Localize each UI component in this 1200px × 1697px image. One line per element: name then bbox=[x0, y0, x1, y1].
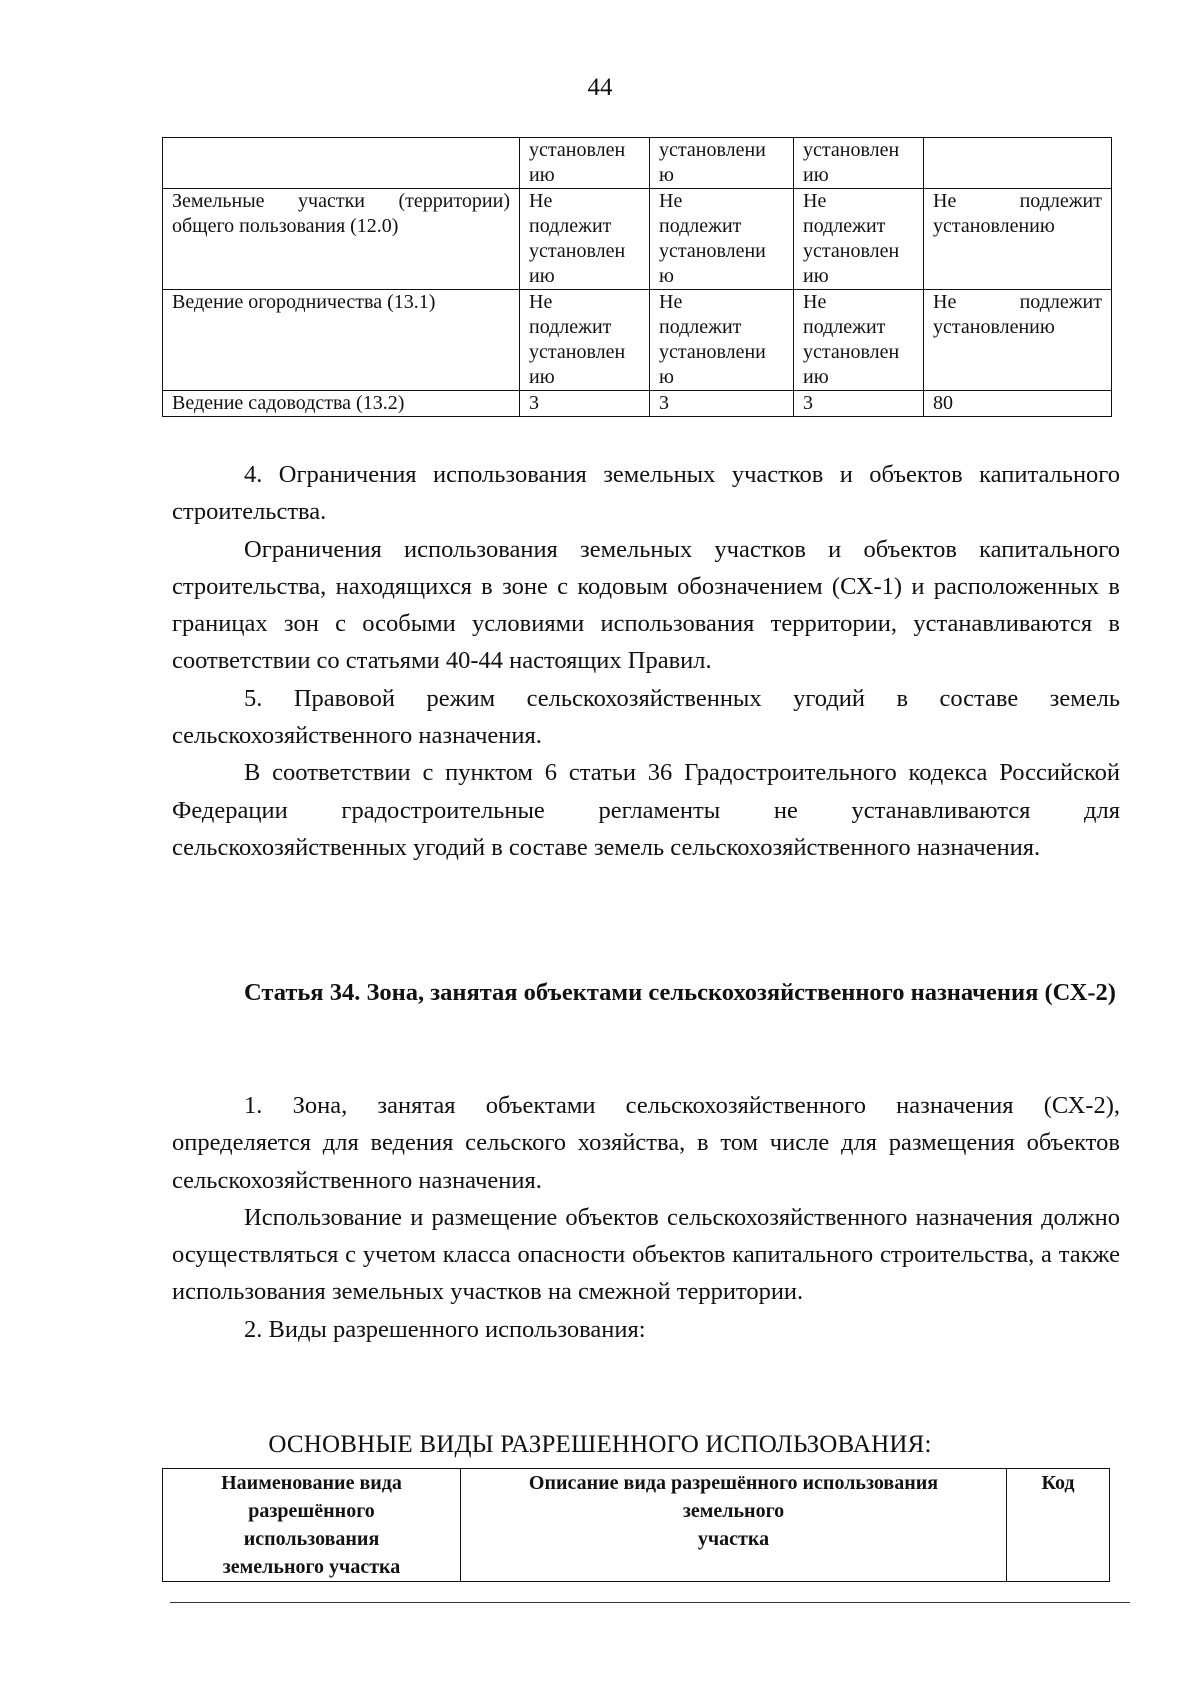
row-name-cell: Земельные участки (территории) общего пользования (12.0) bbox=[163, 189, 520, 290]
table-row bbox=[163, 290, 1112, 391]
page-number: 44 bbox=[587, 74, 613, 101]
table-cell: Не подлежит установлен ию bbox=[794, 290, 924, 391]
table-cell: Не подлежит установлен ию bbox=[520, 290, 650, 391]
table-cell: Не подлежит установлени ю bbox=[650, 189, 794, 290]
header-code-cell: Код bbox=[1007, 1469, 1110, 1582]
paragraph-4-body: Ограничения использования земельных участков и объектов капитального строительства, находящихся в зоне с кодовым обозначением (СХ-1) и расположенных в границах зон с особыми условиями использования территории, устанавливаются в соответствии со статьями 40-44 настоящих Правил. bbox=[172, 535, 1120, 675]
zone-paragraph-2: 2. Виды разрешенного использования: bbox=[244, 1315, 646, 1343]
table-cell bbox=[924, 138, 1112, 189]
height-limits-table bbox=[162, 137, 1112, 417]
row-name-cell: Ведение огородничества (13.1) bbox=[163, 290, 520, 391]
table-cell bbox=[163, 138, 520, 189]
paragraph-5-title: 5. Правовой режим сельскохозяйственных угодий в составе земель сельскохозяйственного назначения. bbox=[172, 684, 1120, 750]
paragraph-5-body: В соответствии с пунктом 6 статьи 36 Градостроительного кодекса Российской Федерации градостроительные регламенты не устанавливаются для сельскохозяйственных угодий в составе земель сельскохозяйственного назначения. bbox=[172, 759, 1120, 861]
table-header-row bbox=[163, 1469, 1110, 1582]
table-cell: установлен ию bbox=[794, 138, 924, 189]
row-name-cell: Ведение садоводства (13.2) bbox=[163, 391, 520, 417]
zone-paragraph-1-body: Использование и размещение объектов сельскохозяйственного назначения должно осуществляться с учетом класса опасности объектов капитального строительства, а также использования земельных участков на смежной территории. bbox=[172, 1203, 1120, 1306]
table-cell: Не подлежит установлению bbox=[924, 189, 1112, 290]
header-name-cell: Наименование вида разрешённого использования земельного участка bbox=[163, 1469, 461, 1582]
page-bottom-rule bbox=[170, 1602, 1130, 1603]
header-description-cell: Описание вида разрешённого использования земельного участка bbox=[461, 1469, 1007, 1582]
article-heading-text: Статья 34. Зона, занятая объектами сельскохозяйственного назначения (СХ-2) bbox=[244, 979, 1116, 1006]
table-cell: Не подлежит установлен ию bbox=[520, 189, 650, 290]
table-cell: Не подлежит установлению bbox=[924, 290, 1112, 391]
table-cell: установлен ию bbox=[520, 138, 650, 189]
permitted-use-table bbox=[162, 1468, 1110, 1582]
table-row bbox=[163, 138, 1112, 189]
restrictions-section bbox=[172, 456, 1120, 866]
zone-description-section bbox=[172, 1087, 1120, 1348]
table-cell: 3 bbox=[650, 391, 794, 417]
paragraph-4-title: 4. Ограничения использования земельных участков и объектов капитального строительства. bbox=[172, 461, 1120, 526]
table-row bbox=[163, 189, 1112, 290]
table-cell: Не подлежит установлен ию bbox=[794, 189, 924, 290]
table-cell: 3 bbox=[794, 391, 924, 417]
table-cell: установлени ю bbox=[650, 138, 794, 189]
article-34-heading bbox=[172, 974, 1120, 1011]
table-cell: Не подлежит установлени ю bbox=[650, 290, 794, 391]
table-row bbox=[163, 391, 1112, 417]
zone-paragraph-1: 1. Зона, занятая объектами сельскохозяйственного назначения (СХ-2), определяется для ведения сельского хозяйства, в том числе для размещения объектов сельскохозяйственного назначения. bbox=[172, 1092, 1120, 1194]
table-cell: 3 bbox=[520, 391, 650, 417]
table-cell: 80 bbox=[924, 391, 1112, 417]
table-caption: ОСНОВНЫЕ ВИДЫ РАЗРЕШЕННОГО ИСПОЛЬЗОВАНИЯ: bbox=[268, 1431, 932, 1458]
